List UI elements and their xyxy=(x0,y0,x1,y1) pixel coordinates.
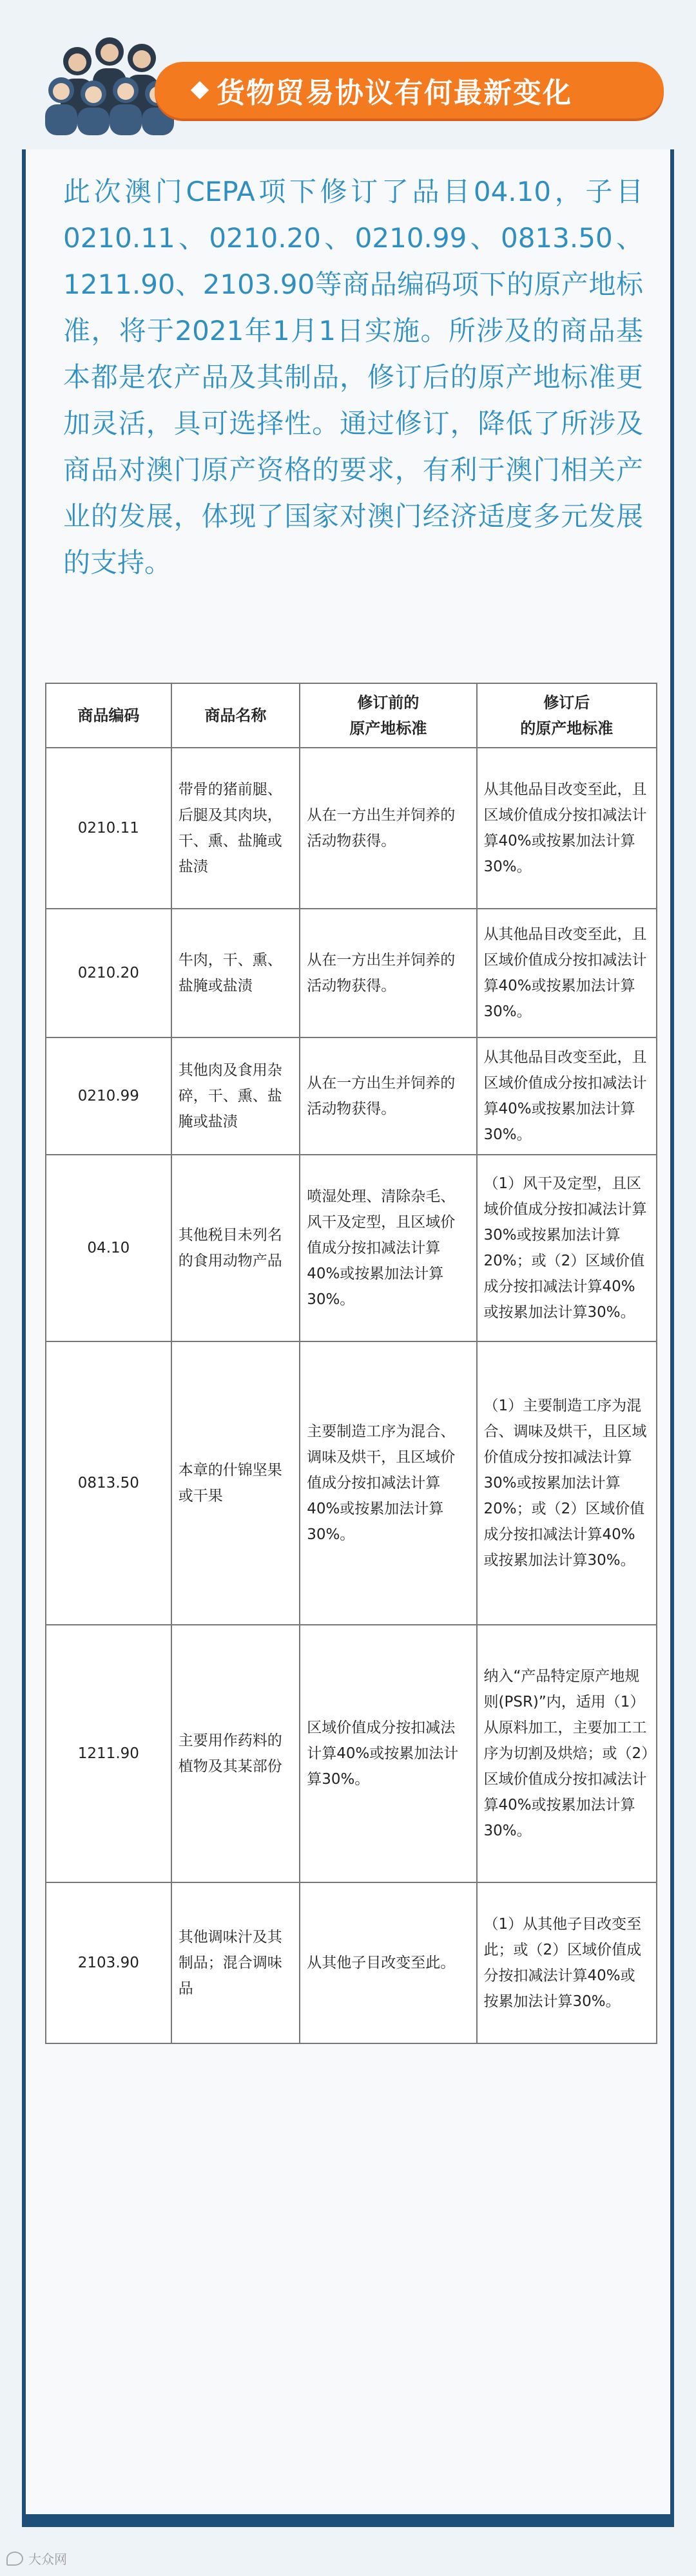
origin-rules-table xyxy=(45,683,657,2044)
cell-before: 区域价值成分按扣减法计算40%或按累加法计算30%。 xyxy=(300,1625,476,1882)
header-name: 商品名称 xyxy=(171,683,300,748)
header-before-label: 修订前的 原产地标准 xyxy=(349,694,427,737)
diamond-icon xyxy=(191,81,209,99)
table-row xyxy=(46,1625,657,1882)
table-header-row xyxy=(46,683,657,748)
header-code: 商品编码 xyxy=(46,683,171,748)
source-label: 大众网 xyxy=(28,2552,67,2567)
cell-after: 从其他品目改变至此，且区域价值成分按扣减法计算40%或按累加法计算30%。 xyxy=(477,1037,657,1155)
cell-code: 0210.99 xyxy=(46,1037,171,1155)
header xyxy=(0,0,696,148)
cell-code: 0210.20 xyxy=(46,909,171,1037)
cell-before: 从在一方出生并饲养的活动物获得。 xyxy=(300,748,476,909)
page-title: 货物贸易协议有何最新变化 xyxy=(217,77,572,109)
cell-after: （1）风干及定型，且区域价值成分按扣减法计算30%或按累加法计算20%；或（2）区域价值成分按扣减法计算40%或按累加法计算30%。 xyxy=(477,1155,657,1341)
title-banner xyxy=(155,62,664,118)
cell-name: 带骨的猪前腿、后腿及其肉块，干、熏、盐腌或盐渍 xyxy=(171,748,300,909)
table-row xyxy=(46,909,657,1037)
cell-before: 主要制造工序为混合、调味及烘干，且区域价值成分按扣减法计算40%或按累加法计算30%。 xyxy=(300,1341,476,1625)
content-panel xyxy=(22,149,674,2514)
table-row xyxy=(46,1037,657,1155)
cell-before: 从在一方出生并饲养的活动物获得。 xyxy=(300,909,476,1037)
cell-name: 牛肉，干、熏、盐腌或盐渍 xyxy=(171,909,300,1037)
table-row xyxy=(46,1155,657,1341)
header-before xyxy=(300,683,476,748)
cell-after: 从其他品目改变至此，且区域价值成分按扣减法计算40%或按累加法计算30%。 xyxy=(477,909,657,1037)
header-after xyxy=(477,683,657,748)
cell-name: 本章的什锦坚果或干果 xyxy=(171,1341,300,1625)
cell-code: 0210.11 xyxy=(46,748,171,909)
header-after-label: 修订后 的原产地标准 xyxy=(520,694,614,737)
cell-code: 2103.90 xyxy=(46,1882,171,2043)
cell-after: （1）从其他子目改变至此；或（2）区域价值成分按扣减法计算40%或按累加法计算30%。 xyxy=(477,1882,657,2043)
cell-name: 其他税目未列名的食用动物产品 xyxy=(171,1155,300,1341)
cell-before: 喷湿处理、清除杂毛、风干及定型，且区域价值成分按扣减法计算40%或按累加法计算30%。 xyxy=(300,1155,476,1341)
cell-after: 从其他品目改变至此，且区域价值成分按扣减法计算40%或按累加法计算30%。 xyxy=(477,748,657,909)
weibo-logo-icon xyxy=(6,2552,23,2566)
table-row xyxy=(46,748,657,909)
cell-name: 其他肉及食用杂碎，干、熏、盐腌或盐渍 xyxy=(171,1037,300,1155)
cell-name: 其他调味汁及其制品；混合调味品 xyxy=(171,1882,300,2043)
table-row xyxy=(46,1341,657,1625)
table-row xyxy=(46,1882,657,2043)
cell-before: 从其他子目改变至此。 xyxy=(300,1882,476,2043)
intro-paragraph: 此次澳门CEPA项下修订了品目04.10，子目0210.11、0210.20、0210.99、0813.50、1211.90、2103.90等商品编码项下的原产地标准，将于2021年1月1日实施。所涉及的商品基本都是农产品及其制品，修订后的原产地标准更加灵活，具可选择性。通过修订，降低了所涉及商品对澳门原产资格的要求，有利于澳门相关产业的发展，体现了国家对澳门经济适度多元发展的支持。 xyxy=(63,176,643,578)
cell-name: 主要用作药料的植物及其某部份 xyxy=(171,1625,300,1882)
cell-before: 从在一方出生并饲养的活动物获得。 xyxy=(300,1037,476,1155)
cell-after: 纳入“产品特定原产地规则(PSR)”内，适用（1）从原料加工，主要加工工序为切割及烘焙；或（2）区域价值成分按扣减法计算40%或按累加法计算30%。 xyxy=(477,1625,657,1882)
source-credit xyxy=(6,2549,67,2568)
cell-code: 04.10 xyxy=(46,1155,171,1341)
cell-code: 1211.90 xyxy=(46,1625,171,1882)
cell-code: 0813.50 xyxy=(46,1341,171,1625)
cell-after: （1）主要制造工序为混合、调味及烘干，且区域价值成分按扣减法计算30%或按累加法计算20%；或（2）区域价值成分按扣减法计算40%或按累加法计算30%。 xyxy=(477,1341,657,1625)
footer-bar xyxy=(22,2514,674,2527)
